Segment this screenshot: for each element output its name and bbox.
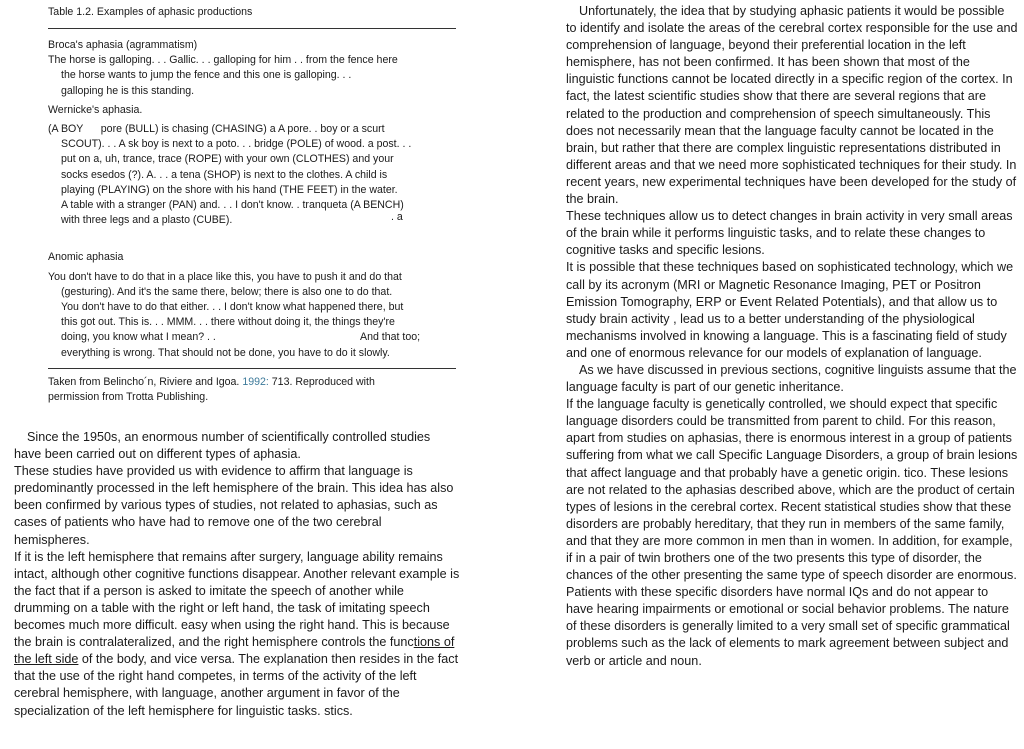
broca-line: The horse is galloping. . . Gallic. . . galloping for him . . from the fence here <box>48 54 398 67</box>
paragraph: It is possible that these techniques based on sophisticated technology, which we call by its acronym (MRI or Magnetic Resonance Imaging, PET or Positron Emission Tomography, ERP or Event Related Potentials), and that allow us to study brain activity , lead us to a better understanding of the physiological mechanisms involved in knowing a language. This is a fascinating field of study and one of enormous relevance for our models of explanation of language. <box>566 260 1014 360</box>
anomic-line: doing, you know what I mean? . . <box>61 331 216 344</box>
paragraph: As we have discussed in previous sections, cognitive linguists assume that the language faculty is part of our genetic inheritance. <box>566 362 1017 395</box>
paragraph: Since the 1950s, an enormous number of scientifically controlled studies have been carried out on different types of aphasia. <box>14 430 431 462</box>
table-caption: Table 1.2. Examples of aphasic productions <box>48 5 456 29</box>
paragraph: Patients with these specific disorders have normal IQs and do not appear to have hearing impairments or emotional or social behavior problems. The nature of these disorders is generally limited to a very small set of specific grammatical problems such as the lack of elements to mark agreement between subject and verb or article and noun. <box>566 585 1010 668</box>
wernicke-example <box>48 122 456 228</box>
wernicke-line: playing (PLAYING) on the shore with his hand (THE FEET) in the water. <box>61 183 398 196</box>
anomic-line-split <box>61 330 456 345</box>
broca-heading: Broca's aphasia (agrammatism) <box>48 39 198 51</box>
wernicke-line: with three legs and a plasto (CUBE). <box>61 214 233 227</box>
anomic-line: (gesturing). And it's the same there, below; there is also one to do that. <box>61 285 393 298</box>
wernicke-line: socks esedos (?). A. . . a tena (SHOP) is next to the clothes. A child is <box>61 168 388 181</box>
broca-line: the horse wants to jump the fence and this one is galloping. . . <box>61 69 352 82</box>
right-column-text <box>566 3 1018 670</box>
anomic-heading: Anomic aphasia <box>48 251 124 264</box>
wernicke-line-last: with three legs and a plasto (CUBE). . a <box>61 211 403 227</box>
paragraph: These techniques allow us to detect changes in brain activity in very small areas of the brain while it performs linguistic tasks, and to relate these changes to cognitive tasks and specific lesions. <box>566 209 1013 258</box>
paragraph-part: of the body, and vice versa. The explanation then resides in the fact that the use of the right hand competes, in terms of the activity of the left cerebral hemisphere, with language, another argument in favor of the specialization of the left hemisphere for linguistic tasks. stics. <box>14 652 459 718</box>
table-source-line2: permission from Trotta Publishing. <box>48 391 209 404</box>
anomic-line: You don't have to do that in a place like this, you have to push it and do that <box>48 270 402 283</box>
anomic-inline-right: And that too; <box>360 331 421 344</box>
underlined-phrase: tions of the left side <box>14 635 455 667</box>
anomic-example <box>48 270 456 361</box>
anomic-line: everything is wrong. That should not be done, you have to do it slowly. <box>61 346 390 359</box>
anomic-line: You don't have to do that either. . . I don't know what happened there, but <box>61 301 404 314</box>
left-column-text <box>14 429 460 720</box>
paragraph: Unfortunately, the idea that by studying aphasic patients it would be possible to identify and isolate the areas of the cerebral cortex responsible for the use and comprehension of language, beyond their preferential location in the left hemisphere, has not been confirmed. It has been shown that most of the linguistic functions cannot be located directly in a specific region of the cortex. In fact, the latest scientific studies show that there are several regions that are related to the production and comprehension of speech simultaneously. This does not necessarily mean that the language faculty cannot be located in the brain, but rather that there are complex linguistic representations distributed in different areas and that we need more sophisticated techniques for their study. In recent years, new experimental techniques have been developed for the study of the brain. <box>566 4 1018 207</box>
broca-line: galloping he is this standing. <box>61 84 195 97</box>
source-prefix: Taken from Belincho´n, Riviere and Igoa. <box>48 375 243 388</box>
wernicke-heading: Wernicke's aphasia. <box>48 103 143 116</box>
table-bottom-rule <box>48 368 456 369</box>
paragraph: If the language faculty is genetically controlled, we should expect that specific language disorders could be transmitted from parent to child. For this reason, apart from studies on aphasias, there is enormous interest in a group of patients suffering from what we call Specific Language Disorders, a group of brain lesions that affect language and that probably have a genetic origin. tico. These lesions are not related to the aphasias described above, which are the product of certain types of lesions in the cerebral cortex. Recent statistical studies show that these disorders are probably hereditary, that they run in members of the same family, and that they are more common in men than in women. In addition, for example, if in a pair of twin brothers one of the two presents this type of disorder, the chances of the other presenting the same type of speech disorder are enormous. <box>566 397 1018 583</box>
aphasia-examples-table <box>48 5 456 405</box>
broca-example <box>48 53 456 99</box>
paragraph-part: If it is the left hemisphere that remains after surgery, language ability remains intact, although other cognitive functions disappear. Another relevant example is the fact that if a person is asked to imitate the speech of another while drumming on a table with the right or left hand, the task of imitating speech becomes much more difficult. easy when using the right hand. This is because the brain is contralateralized, and the right hemisphere controls the func <box>14 549 460 650</box>
table-source <box>48 375 456 390</box>
wernicke-line: SCOUT). . . A sk boy is next to a poto. . . bridge (POLE) of wood. a post. . . <box>61 138 412 151</box>
paragraph <box>14 549 460 720</box>
source-year-link[interactable]: 1992: <box>242 375 269 388</box>
wernicke-line: A table with a stranger (PAN) and. . . I don't know. . tranqueta (A BENCH) <box>61 199 404 212</box>
anomic-line: this got out. This is. . . MMM. . . there without doing it, the things they're <box>61 316 395 329</box>
wernicke-line: put on a, uh, trance, trace (ROPE) with your own (CLOTHES) and your <box>61 153 394 166</box>
source-suffix: 713. Reproduced with <box>268 375 375 388</box>
wernicke-line: (A BOY pore (BULL) is chasing (CHASING) a A pore. . boy or a scurt <box>48 123 385 136</box>
paragraph: These studies have provided us with evidence to affirm that language is predominantly processed in the left hemisphere of the brain. This idea has also been confirmed by various types of studies, not related to aphasias, such as cases of patients who have had to remove one of the two cerebral hemispheres. <box>14 464 454 547</box>
